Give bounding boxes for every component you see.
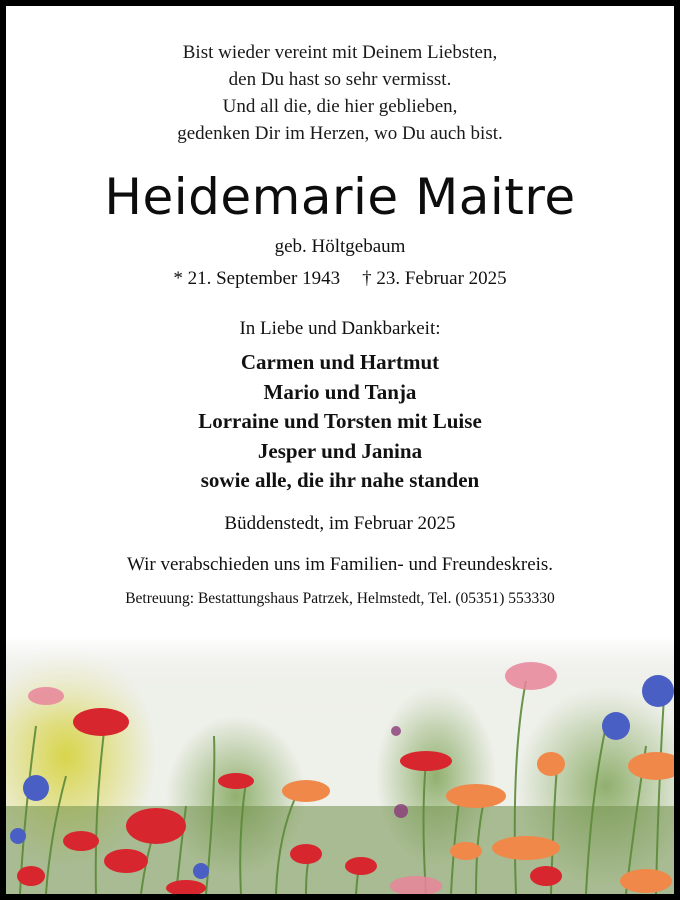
life-dates (6, 266, 674, 292)
maiden-name: geb. Höltgebaum (274, 236, 406, 257)
place-date: Büddenstedt, im Februar 2025 (224, 512, 456, 534)
funeral-home-note: Betreuung: Bestattungshaus Patrzek, Helmstedt, Tel. (05351) 553330 (125, 589, 555, 607)
poem-line: Bist wieder vereint mit Deinem Liebsten, (182, 42, 498, 63)
death-date: † 23. Februar 2025 (362, 268, 507, 289)
mourner-entry: Carmen und Hartmut (240, 350, 440, 374)
mourners-list (6, 348, 674, 496)
mourner-entry: sowie alle, die ihr nahe standen (200, 468, 480, 492)
deceased-name: Heidemarie Maitre (104, 168, 576, 226)
obituary-text (6, 6, 674, 610)
wildflower-meadow-image (6, 636, 674, 894)
poem (6, 39, 674, 147)
mourner-entry: Mario und Tanja (263, 379, 417, 404)
mourner-entry: Lorraine und Torsten mit Luise (198, 409, 482, 433)
poem-line: den Du hast so sehr vermisst. (228, 69, 452, 90)
farewell-note: Wir verabschieden uns im Familien- und Freundeskreis. (126, 553, 554, 575)
poem-line: Und all die, die hier geblieben, (222, 96, 458, 117)
obituary-frame (6, 6, 674, 894)
mourner-entry: Jesper und Janina (257, 438, 423, 463)
wildflower-meadow-illustration (6, 636, 674, 894)
birth-date: * 21. September 1943 (173, 268, 341, 289)
thanks-line: In Liebe und Dankbarkeit: (239, 318, 441, 339)
poem-line: gedenken Dir im Herzen, wo Du auch bist. (177, 123, 503, 144)
